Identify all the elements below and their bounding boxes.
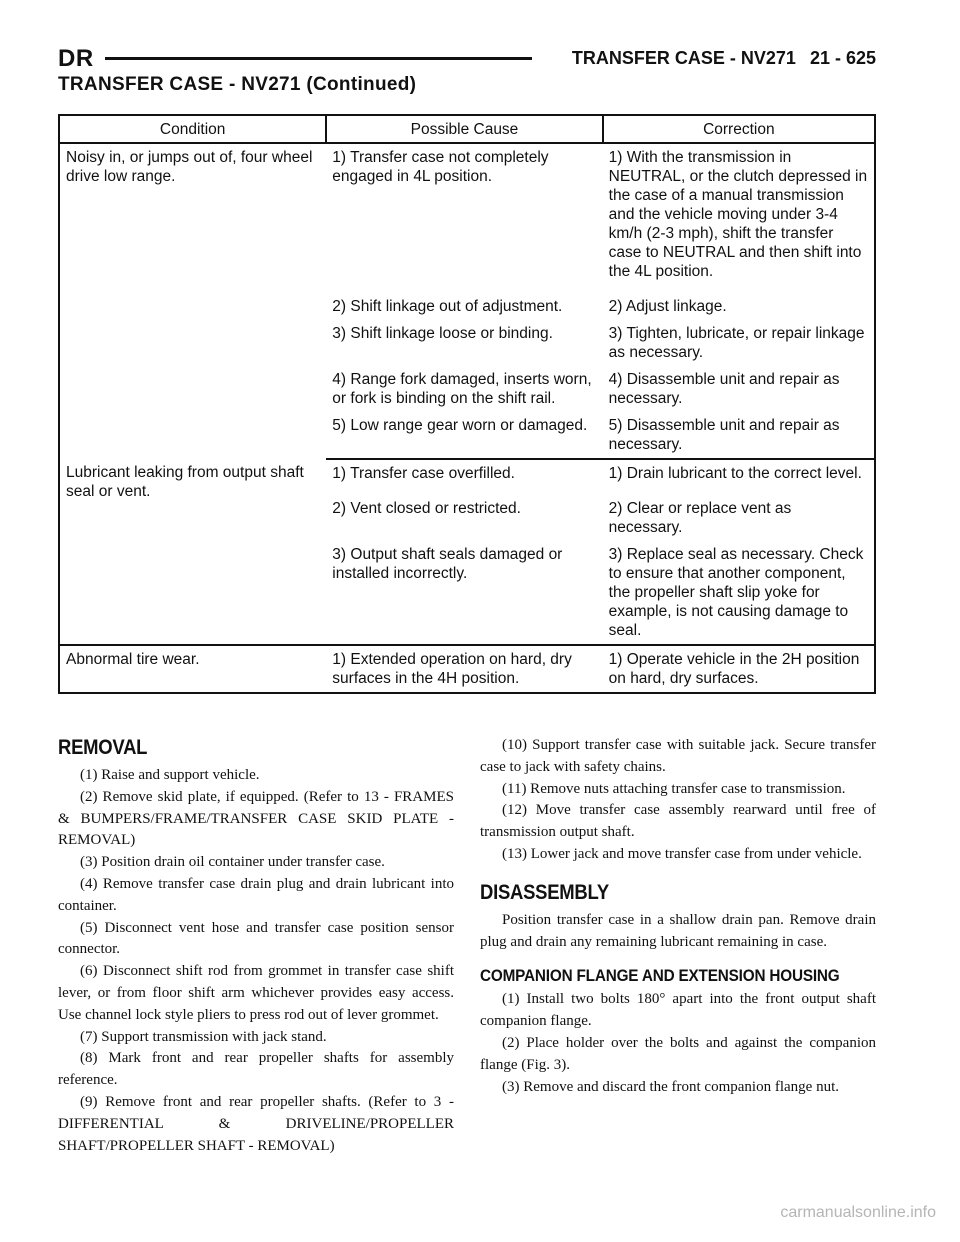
header-model-code: DR xyxy=(58,45,94,72)
removal-step: (1) Raise and support vehicle. xyxy=(80,767,260,783)
companion-flange-heading: COMPANION FLANGE AND EXTENSION HOUSING xyxy=(480,966,840,986)
removal-step: (7) Support transmission with jack stand. xyxy=(80,1028,327,1045)
header-title: TRANSFER CASE - NV271 xyxy=(571,48,796,68)
correction-cell: 4) Disassemble unit and repair as necessary. xyxy=(603,366,875,412)
correction-cell: 1) Drain lubricant to the correct level. xyxy=(603,459,875,495)
removal-step: (9) Remove front and rear propeller shafts. (Refer to 3 - DIFFERENTIAL & DRIVELINE/PROPELLER SHAFT/PROPELLER SHAFT - REMOVAL) xyxy=(58,1093,454,1154)
removal-step: (12) Move transfer case assembly rearward until free of transmission output shaft. xyxy=(480,802,876,841)
condition-cell: Noisy in, or jumps out of, four wheel drive low range. xyxy=(59,143,326,459)
removal-heading: REMOVAL xyxy=(58,736,148,759)
removal-step: (8) Mark front and rear propeller shafts for assembly reference. xyxy=(58,1050,454,1089)
section-subtitle: TRANSFER CASE - NV271 (Continued) xyxy=(58,74,417,95)
cause-cell: 1) Transfer case overfilled. xyxy=(332,465,515,482)
column-header-condition: Condition xyxy=(59,115,326,143)
disassembly-heading: DISASSEMBLY xyxy=(480,880,609,904)
cause-cell: 3) Shift linkage loose or binding. xyxy=(332,325,553,342)
column-header-correction: Correction xyxy=(603,115,875,143)
cause-cell: 2) Vent closed or restricted. xyxy=(332,500,521,517)
cause-cell: 1) Extended operation on hard, dry surfaces in the 4H position. xyxy=(326,645,602,693)
cause-cell: 2) Shift linkage out of adjustment. xyxy=(332,298,563,315)
condition-cell: Abnormal tire wear. xyxy=(59,645,326,693)
removal-step: (10) Support transfer case with suitable jack. Secure transfer case to jack with safety chains. xyxy=(480,737,876,775)
correction-cell: 2) Adjust linkage. xyxy=(603,293,875,320)
table-row xyxy=(59,143,875,293)
removal-step: (4) Remove transfer case drain plug and drain lubricant into container. xyxy=(58,875,454,914)
correction-cell: 3) Replace seal as necessary. Check to ensure that another component, the propeller shaft slip yoke for example, is not causing damage to seal. xyxy=(603,541,875,645)
disassembly-text: Position transfer case in a shallow drain pan. Remove drain plug and drain any remaining lubricant remaining in case. xyxy=(480,911,876,950)
page-number: 21 - 625 xyxy=(809,48,876,68)
companion-step: (2) Place holder over the bolts and against the companion flange (Fig. 3). xyxy=(480,1034,876,1073)
header-right xyxy=(572,48,876,69)
correction-cell: 1) Operate vehicle in the 2H position on hard, dry surfaces. xyxy=(603,645,875,693)
cause-cell: 1) Transfer case not completely engaged in 4L position. xyxy=(332,149,549,185)
correction-cell: 2) Clear or replace vent as necessary. xyxy=(603,495,875,541)
correction-cell: 3) Tighten, lubricate, or repair linkage as necessary. xyxy=(603,320,875,366)
diagnosis-table xyxy=(58,114,876,694)
removal-step: (5) Disconnect vent hose and transfer case position sensor connector. xyxy=(58,919,454,958)
cause-cell: 3) Output shaft seals damaged or installed incorrectly. xyxy=(326,541,602,645)
cause-cell: 4) Range fork damaged, inserts worn, or fork is binding on the shift rail. xyxy=(332,371,592,407)
table-row xyxy=(59,645,875,693)
removal-step: (6) Disconnect shift rod from grommet in transfer case shift lever, or from floor shift arm whichever provides easy access. Use channel lock style pliers to press rod out of lever grommet. xyxy=(58,963,454,1023)
table-header-row xyxy=(59,115,875,143)
removal-step: (11) Remove nuts attaching transfer case to transmission. xyxy=(502,780,846,797)
watermark: carmanualsonline.info xyxy=(780,1204,936,1221)
header-rule xyxy=(105,57,532,60)
column-header-cause: Possible Cause xyxy=(326,115,602,143)
correction-cell: 1) With the transmission in NEUTRAL, or the clutch depressed in the case of a manual transmission and the vehicle moving under 3-4 km/h (2-3 mph), shift the transfer case to NEUTRAL and then shift into the 4L position. xyxy=(603,143,875,293)
removal-step: (3) Position drain oil container under transfer case. xyxy=(80,854,385,871)
removal-step: (13) Lower jack and move transfer case from under vehicle. xyxy=(502,845,862,862)
removal-step: (2) Remove skid plate, if equipped. (Refer to 13 - FRAMES & BUMPERS/FRAME/TRANSFER CASE SKID PLATE - REMOVAL) xyxy=(58,788,454,849)
table-row xyxy=(59,459,875,495)
companion-step: (1) Install two bolts 180° apart into the front output shaft companion flange. xyxy=(480,991,876,1030)
correction-cell: 5) Disassemble unit and repair as necessary. xyxy=(603,412,875,459)
companion-step: (3) Remove and discard the front companion flange nut. xyxy=(502,1078,839,1095)
right-text-column xyxy=(480,735,876,1098)
left-text-column xyxy=(58,735,454,1157)
condition-cell: Lubricant leaking from output shaft seal or vent. xyxy=(59,459,326,645)
cause-cell: 5) Low range gear worn or damaged. xyxy=(326,412,602,459)
